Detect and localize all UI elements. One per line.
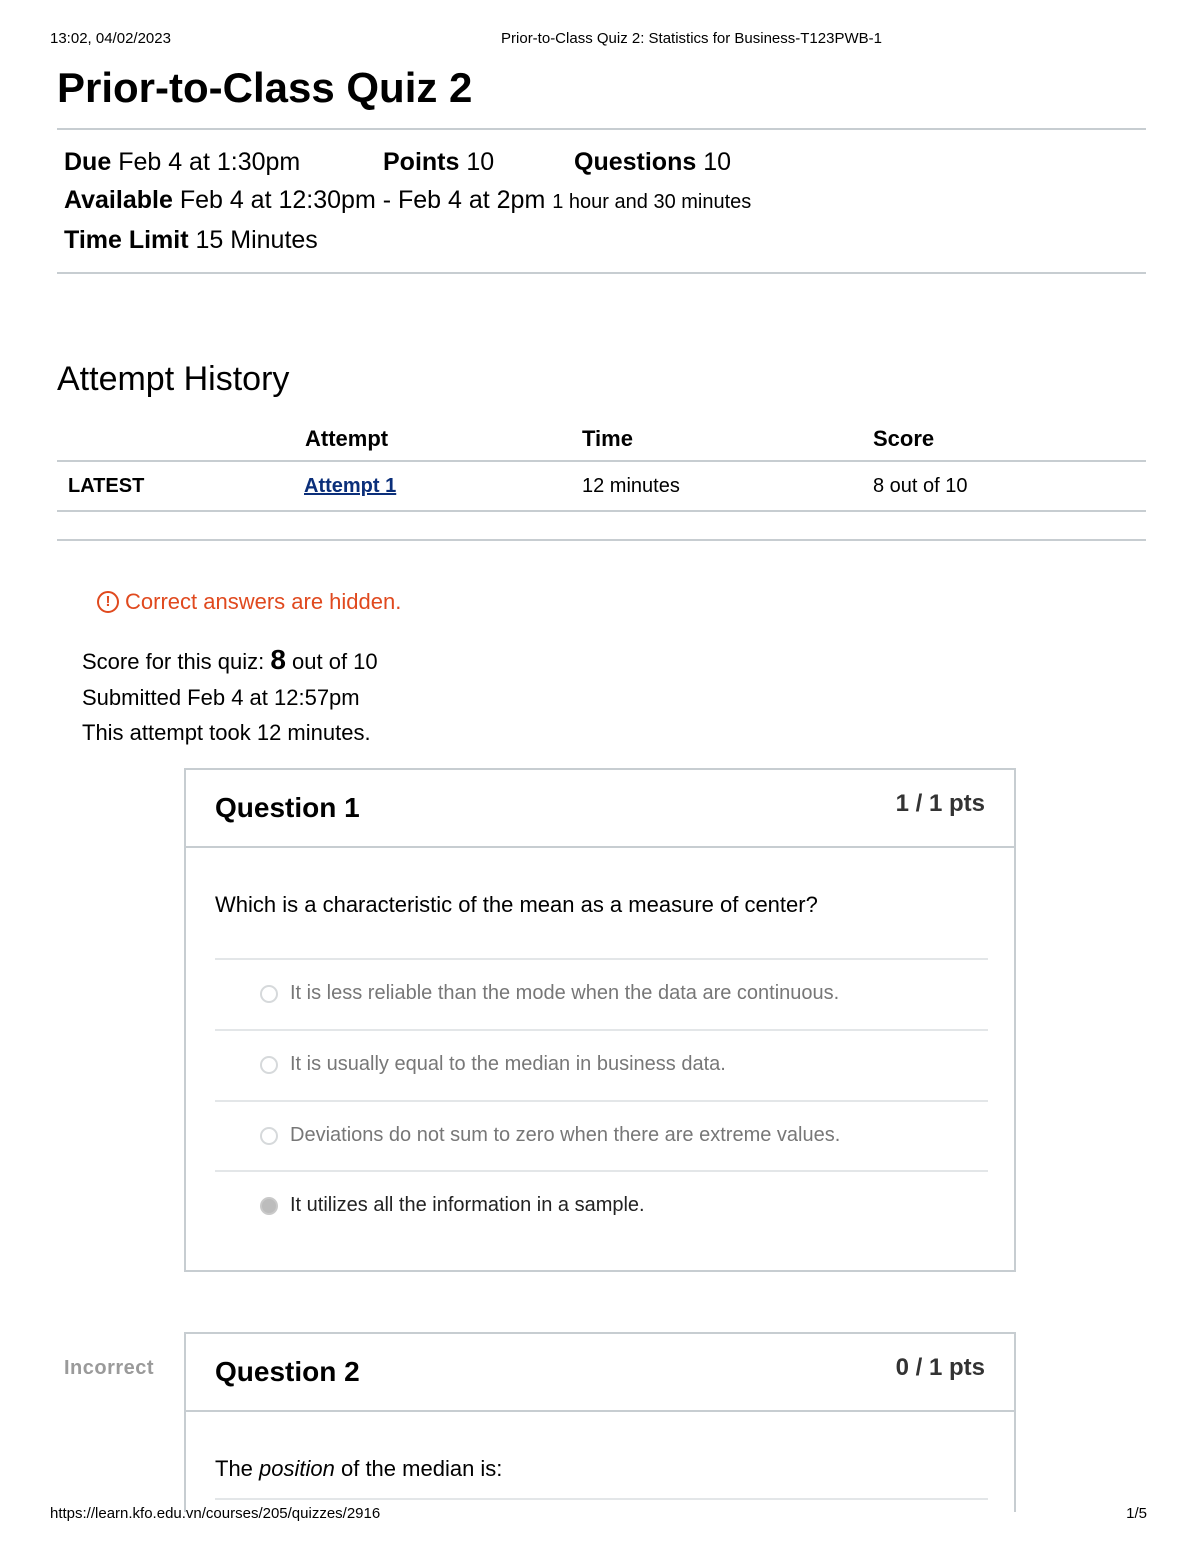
- radio-icon[interactable]: [260, 1127, 278, 1145]
- print-page-title: Prior-to-Class Quiz 2: Statistics for Business-T123PWB-1: [501, 30, 882, 47]
- due-info: [64, 148, 300, 177]
- column-header-score: Score: [873, 426, 935, 451]
- questions-info: [574, 148, 731, 177]
- question-title: Question 2: [215, 1356, 360, 1387]
- page-title: Prior-to-Class Quiz 2: [57, 64, 473, 111]
- column-header-attempt: Attempt: [305, 426, 389, 451]
- print-url: https://learn.kfo.edu.vn/courses/205/quizzes/2916: [50, 1505, 381, 1522]
- attempt-history-title: Attempt History: [57, 360, 290, 398]
- score-prefix: Score for this quiz:: [82, 649, 265, 674]
- section-divider: [57, 539, 1146, 541]
- available-duration: 1 hour and 30 minutes: [552, 191, 752, 213]
- question-text: [215, 1456, 502, 1482]
- question-header: [186, 770, 1014, 848]
- incorrect-badge: Incorrect: [64, 1357, 155, 1379]
- answers-hidden-notice: [97, 589, 401, 615]
- answer-option-label: Deviations do not sum to zero when there are extreme values.: [290, 1124, 841, 1146]
- questions-label: Questions: [574, 148, 697, 176]
- option-divider: [215, 1029, 988, 1031]
- option-divider: [215, 1498, 988, 1500]
- answers-hidden-text: Correct answers are hidden.: [125, 589, 402, 614]
- attempt-link[interactable]: Attempt 1: [304, 475, 397, 497]
- print-datetime: 13:02, 04/02/2023: [50, 30, 171, 47]
- option-divider: [215, 1100, 988, 1102]
- question-card-1: [184, 768, 1016, 1272]
- table-header-divider: [57, 460, 1146, 462]
- available-info: [64, 186, 751, 215]
- radio-icon[interactable]: [260, 1056, 278, 1074]
- question-text-emphasis: position: [259, 1456, 335, 1481]
- attempt-time: 12 minutes: [582, 475, 680, 497]
- question-points: 0 / 1 pts: [895, 1354, 985, 1381]
- questions-value: 10: [703, 148, 732, 176]
- time-limit-info: [64, 226, 318, 255]
- score-suffix: out of 10: [292, 649, 378, 674]
- time-limit-value: 15 Minutes: [195, 226, 318, 254]
- radio-selected-icon[interactable]: [260, 1197, 278, 1215]
- question-points: 1 / 1 pts: [895, 790, 985, 817]
- latest-tag: LATEST: [68, 475, 145, 497]
- column-header-time: Time: [582, 426, 633, 451]
- due-value: Feb 4 at 1:30pm: [118, 148, 301, 176]
- submitted-text: Submitted Feb 4 at 12:57pm: [82, 685, 360, 710]
- score-value: 8: [270, 644, 286, 675]
- points-label: Points: [383, 148, 460, 176]
- exclamation-circle-icon: !: [97, 591, 119, 613]
- question-text-before: The: [215, 1456, 260, 1481]
- answer-option-label: It is usually equal to the median in business data.: [290, 1053, 726, 1075]
- answer-option-label: It is less reliable than the mode when the data are continuous.: [290, 982, 840, 1004]
- attempt-score: 8 out of 10: [873, 475, 968, 497]
- available-label: Available: [64, 186, 173, 214]
- question-text-after: of the median is:: [334, 1456, 503, 1481]
- answer-option-3[interactable]: [260, 1124, 840, 1147]
- question-text: Which is a characteristic of the mean as a measure of center?: [215, 892, 818, 917]
- print-page-number: 1/5: [1126, 1505, 1147, 1522]
- question-title: Question 1: [215, 792, 360, 823]
- attempt-duration-text: This attempt took 12 minutes.: [82, 720, 371, 745]
- answer-option-1[interactable]: [260, 982, 839, 1005]
- answer-option-label: It utilizes all the information in a sample.: [290, 1194, 645, 1216]
- table-row-divider: [57, 510, 1146, 512]
- option-divider: [215, 958, 988, 960]
- question-header: [186, 1334, 1014, 1412]
- time-limit-label: Time Limit: [64, 226, 189, 254]
- title-divider: [57, 128, 1146, 130]
- question-card-2: [184, 1332, 1016, 1512]
- answer-option-2[interactable]: [260, 1053, 726, 1076]
- meta-divider: [57, 272, 1146, 274]
- answer-option-4-selected[interactable]: [260, 1194, 645, 1217]
- due-label: Due: [64, 148, 112, 176]
- points-value: 10: [466, 148, 495, 176]
- available-value: Feb 4 at 12:30pm - Feb 4 at 2pm: [179, 186, 546, 214]
- score-summary: [82, 644, 378, 676]
- points-info: [383, 148, 494, 177]
- option-divider: [215, 1170, 988, 1172]
- radio-icon[interactable]: [260, 985, 278, 1003]
